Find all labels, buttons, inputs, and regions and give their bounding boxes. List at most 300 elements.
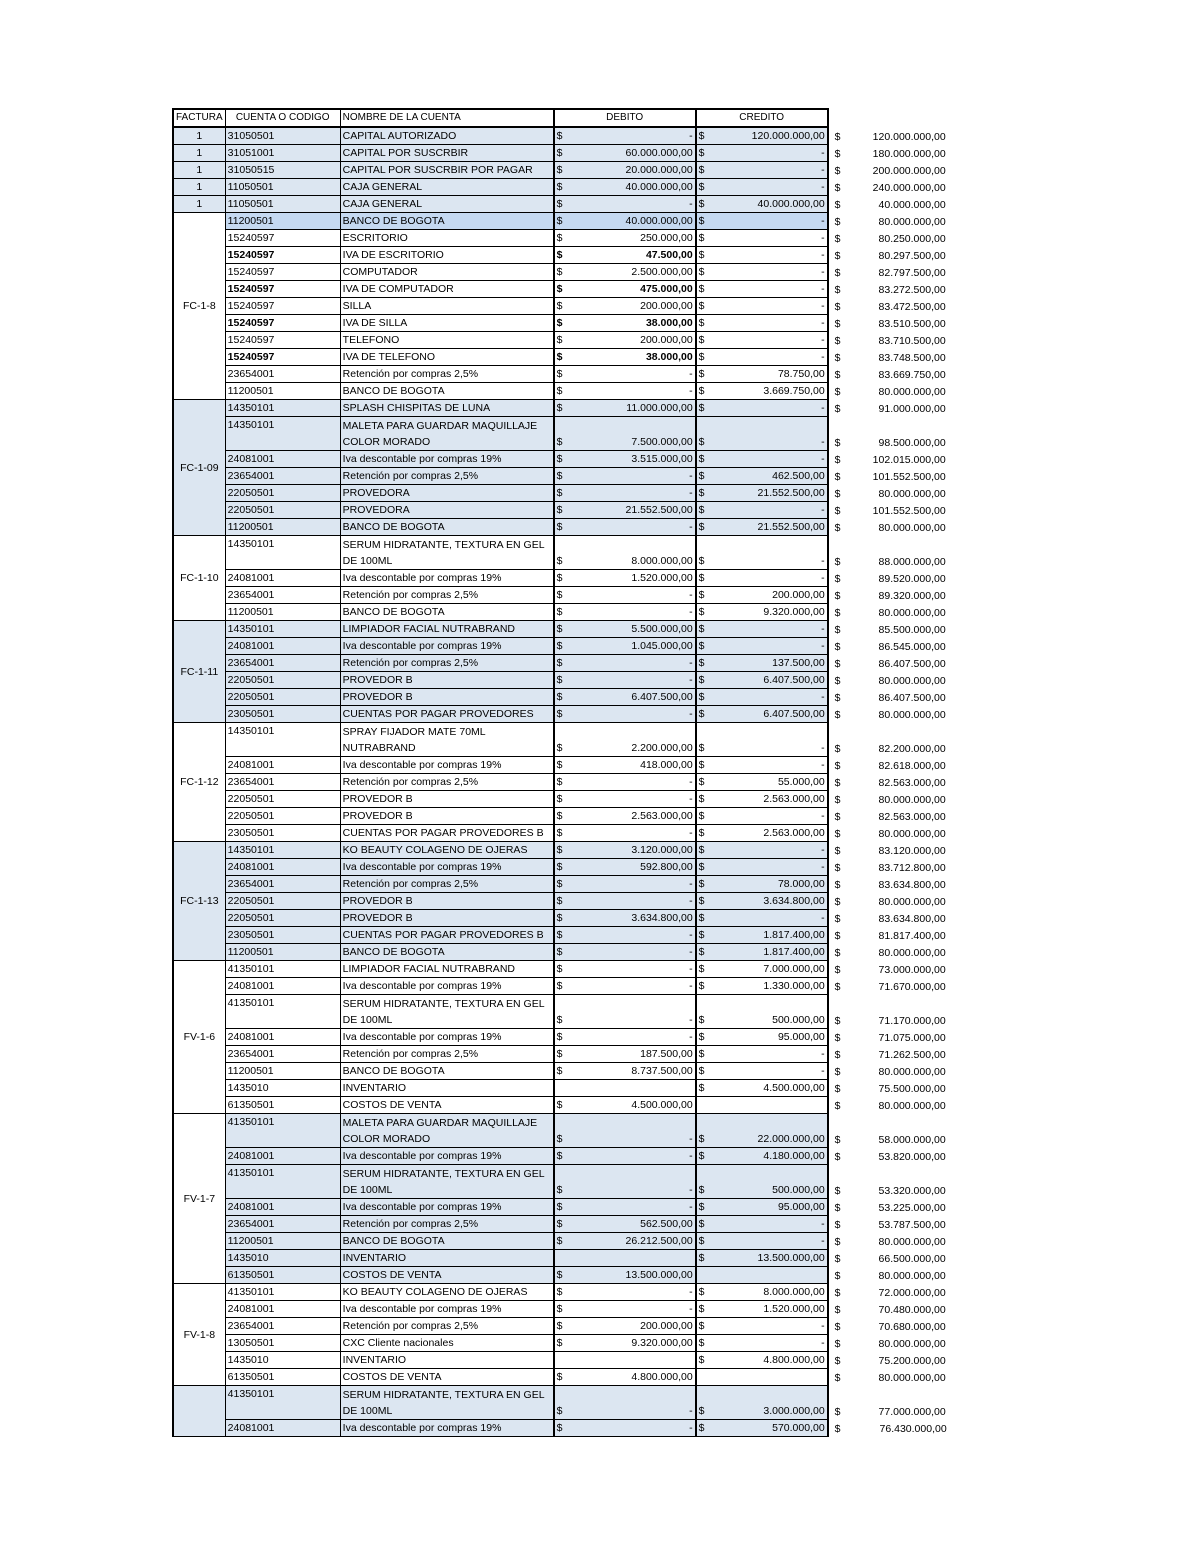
credit-cell [696, 893, 828, 910]
credit-cell [696, 1386, 828, 1420]
balance-cell [828, 604, 949, 621]
cre-amount [699, 859, 825, 875]
cre-amount [699, 944, 825, 960]
header-row [173, 109, 949, 127]
deb-amount [557, 162, 693, 178]
credit-cell [696, 417, 828, 451]
balance-value: 80.000.000,00 [878, 674, 946, 687]
deb-amount [557, 298, 693, 314]
table-row [173, 417, 949, 451]
table-row [173, 1148, 949, 1165]
credit-cell [696, 638, 828, 655]
credit-cell [696, 859, 828, 876]
account-code-cell: 41350101 [225, 1386, 340, 1420]
currency-symbol: $ [698, 249, 705, 261]
cre-value: - [821, 334, 825, 346]
table-row [173, 723, 949, 757]
currency-symbol: $ [556, 249, 563, 261]
currency-symbol: $ [834, 572, 841, 585]
currency-symbol: $ [698, 1286, 705, 1298]
table-row [173, 1267, 949, 1284]
account-name-cell: BANCO DE BOGOTA [340, 1063, 554, 1080]
currency-symbol: $ [834, 963, 841, 976]
balance-value: 53.787.500,00 [878, 1218, 946, 1231]
currency-symbol: $ [698, 759, 705, 771]
account-code-cell: 24081001 [225, 859, 340, 876]
currency-symbol: $ [834, 827, 841, 840]
balance-amount [831, 604, 946, 621]
currency-symbol: $ [556, 232, 563, 244]
cre-amount [699, 774, 825, 790]
currency-symbol: $ [698, 878, 705, 890]
balance-value: 72.000.000,00 [878, 1286, 946, 1299]
credit-cell [696, 978, 828, 995]
balance-value: 180.000.000,00 [872, 147, 946, 160]
table-row [173, 485, 949, 502]
table-row [173, 349, 949, 366]
deb-value: 38.000,00 [645, 351, 693, 363]
table-row [173, 179, 949, 196]
currency-symbol: $ [556, 793, 563, 805]
balance-amount [831, 791, 946, 808]
currency-symbol: $ [556, 1201, 563, 1213]
balance-cell [828, 587, 949, 604]
cre-amount [699, 842, 825, 858]
balance-amount [831, 859, 946, 876]
account-name-cell: SERUM HIDRATANTE, TEXTURA EN GEL DE 100ML [340, 1386, 554, 1420]
account-code-cell: 24081001 [225, 1301, 340, 1318]
table-row [173, 230, 949, 247]
currency-symbol: $ [698, 1422, 705, 1434]
balance-value: 80.000.000,00 [878, 1099, 946, 1112]
currency-symbol: $ [698, 810, 705, 822]
credit-cell [696, 485, 828, 502]
cre-amount [699, 1063, 825, 1079]
currency-symbol: $ [834, 1337, 841, 1350]
deb-amount [557, 1216, 693, 1232]
cre-amount [699, 961, 825, 977]
currency-symbol: $ [698, 181, 705, 193]
credit-cell [696, 400, 828, 417]
currency-symbol: $ [834, 232, 841, 245]
currency-symbol: $ [834, 929, 841, 942]
balance-amount [831, 961, 946, 978]
account-name-cell: PROVEDOR B [340, 672, 554, 689]
deb-value: 187.500,00 [640, 1048, 693, 1060]
currency-symbol: $ [834, 793, 841, 806]
deb-amount [557, 1046, 693, 1062]
currency-symbol: $ [834, 504, 841, 517]
balance-amount [831, 383, 946, 400]
balance-cell [828, 400, 949, 417]
deb-value: - [689, 708, 693, 720]
account-code-cell: 24081001 [225, 1029, 340, 1046]
account-name-cell: LIMPIADOR FACIAL NUTRABRAND [340, 961, 554, 978]
account-name-cell: BANCO DE BOGOTA [340, 1233, 554, 1250]
currency-symbol: $ [698, 283, 705, 295]
balance-value: 70.480.000,00 [878, 1303, 946, 1316]
cre-amount [699, 570, 825, 586]
currency-symbol: $ [834, 334, 841, 347]
deb-amount [557, 978, 693, 994]
cre-amount [699, 1029, 825, 1045]
balance-amount [831, 910, 946, 927]
table-row [173, 1097, 949, 1114]
currency-symbol: $ [556, 147, 563, 159]
balance-value: 80.000.000,00 [878, 385, 946, 398]
header-debito: DEBITO [554, 109, 696, 127]
table-row [173, 672, 949, 689]
currency-symbol: $ [556, 572, 563, 584]
deb-amount [557, 247, 693, 263]
currency-symbol: $ [698, 1082, 705, 1094]
credit-cell [696, 1029, 828, 1046]
factura-group-cell: FC-1-10 [173, 536, 225, 621]
factura-group-cell: FC-1-12 [173, 723, 225, 842]
table-row [173, 502, 949, 519]
balance-cell [828, 723, 949, 757]
credit-cell [696, 621, 828, 638]
balance-value: 81.817.400,00 [878, 929, 946, 942]
header-saldo [828, 109, 949, 127]
table-row [173, 876, 949, 893]
account-name-cell: SPRAY FIJADOR MATE 70ML NUTRABRAND [340, 723, 554, 757]
debit-cell [554, 179, 696, 196]
balance-value: 83.472.500,00 [878, 300, 946, 313]
account-code-cell: 61350501 [225, 1267, 340, 1284]
deb-value: - [689, 963, 693, 975]
account-code-cell: 24081001 [225, 570, 340, 587]
balance-cell [828, 570, 949, 587]
account-name-cell: LIMPIADOR FACIAL NUTRABRAND [340, 621, 554, 638]
balance-value: 71.170.000,00 [878, 1014, 946, 1027]
balance-value: 58.000.000,00 [878, 1133, 946, 1146]
currency-symbol: $ [698, 1048, 705, 1060]
balance-amount [831, 1029, 946, 1046]
table-row [173, 383, 949, 400]
balance-amount [831, 689, 946, 706]
account-code-cell: 11050501 [225, 196, 340, 213]
account-name-cell: Iva descontable por compras 19% [340, 570, 554, 587]
cre-value: 2.563.000,00 [763, 793, 825, 805]
balance-amount [831, 672, 946, 689]
account-name-cell: BANCO DE BOGOTA [340, 213, 554, 230]
balance-cell [828, 621, 949, 638]
deb-value: 47.500,00 [645, 249, 693, 261]
credit-cell [696, 127, 828, 145]
account-code-cell: 23654001 [225, 655, 340, 672]
balance-value: 91.000.000,00 [878, 402, 946, 415]
credit-cell [696, 1216, 828, 1233]
cre-value: 78.750,00 [777, 368, 825, 380]
balance-amount [831, 1199, 946, 1216]
balance-amount [831, 196, 946, 213]
deb-amount [557, 1165, 693, 1198]
factura-cell: 1 [173, 162, 225, 179]
deb-value: 1.520.000,00 [631, 572, 693, 584]
account-name-cell: IVA DE ESCRITORIO [340, 247, 554, 264]
balance-cell [828, 264, 949, 281]
balance-cell [828, 366, 949, 383]
credit-cell [696, 1352, 828, 1369]
account-code-cell: 11200501 [225, 604, 340, 621]
currency-symbol: $ [834, 759, 841, 772]
deb-amount [557, 893, 693, 909]
cre-amount [699, 366, 825, 382]
balance-cell [828, 468, 949, 485]
balance-amount [831, 1165, 946, 1199]
balance-value: 80.000.000,00 [878, 793, 946, 806]
deb-value: 250.000,00 [640, 232, 693, 244]
table-row [173, 145, 949, 162]
balance-amount [831, 842, 946, 859]
currency-symbol: $ [834, 1269, 841, 1282]
account-code-cell: 22050501 [225, 485, 340, 502]
balance-value: 77.000.000,00 [878, 1405, 946, 1418]
account-name-cell: SPLASH CHISPITAS DE LUNA [340, 400, 554, 417]
cre-amount [699, 196, 825, 212]
balance-value: 80.000.000,00 [878, 708, 946, 721]
table-row [173, 1386, 949, 1420]
cre-amount [699, 468, 825, 484]
debit-cell [554, 1386, 696, 1420]
balance-amount [831, 1335, 946, 1352]
cre-value: 95.000,00 [777, 1201, 825, 1213]
credit-cell [696, 791, 828, 808]
balance-cell [828, 655, 949, 672]
deb-amount [557, 706, 693, 722]
credit-cell [696, 961, 828, 978]
cre-amount [699, 213, 825, 229]
currency-symbol: $ [698, 1133, 705, 1145]
balance-value: 53.320.000,00 [878, 1184, 946, 1197]
table-row [173, 1352, 949, 1369]
table-row [173, 1063, 949, 1080]
cre-amount [699, 706, 825, 722]
account-code-cell: 23050501 [225, 706, 340, 723]
account-code-cell: 23654001 [225, 876, 340, 893]
balance-value: 80.000.000,00 [878, 521, 946, 534]
balance-cell [828, 145, 949, 162]
currency-symbol: $ [834, 810, 841, 823]
balance-cell [828, 127, 949, 145]
deb-amount [557, 485, 693, 501]
balance-cell [828, 910, 949, 927]
balance-cell [828, 842, 949, 859]
cre-value: 21.552.500,00 [757, 487, 825, 499]
account-name-cell: COMPUTADOR [340, 264, 554, 281]
debit-cell [554, 689, 696, 706]
credit-cell [696, 383, 828, 400]
balance-cell [828, 196, 949, 213]
account-name-cell: TELEFONO [340, 332, 554, 349]
account-name-cell: Iva descontable por compras 19% [340, 1420, 554, 1437]
deb-value: - [689, 895, 693, 907]
deb-value: 4.800.000,00 [631, 1371, 693, 1383]
debit-cell [554, 1029, 696, 1046]
currency-symbol: $ [698, 1031, 705, 1043]
currency-symbol: $ [556, 776, 563, 788]
balance-value: 82.618.000,00 [878, 759, 946, 772]
balance-amount [831, 638, 946, 655]
balance-value: 101.552.500,00 [872, 470, 946, 483]
credit-cell [696, 774, 828, 791]
table-row [173, 978, 949, 995]
balance-value: 98.500.000,00 [878, 436, 946, 449]
balance-cell [828, 995, 949, 1029]
debit-cell [554, 400, 696, 417]
balance-cell [828, 417, 949, 451]
cre-value: - [821, 215, 825, 227]
account-code-cell: 22050501 [225, 910, 340, 927]
deb-amount [557, 417, 693, 450]
debit-cell [554, 1369, 696, 1386]
table-row [173, 1029, 949, 1046]
cre-value: 1.520.000,00 [763, 1303, 825, 1315]
account-name-cell: CAJA GENERAL [340, 196, 554, 213]
currency-symbol: $ [556, 1286, 563, 1298]
currency-symbol: $ [698, 470, 705, 482]
ledger-table [172, 108, 950, 1437]
header-credito: CREDITO [696, 109, 828, 127]
currency-symbol: $ [698, 742, 705, 754]
currency-symbol: $ [834, 980, 841, 993]
cre-amount [699, 1301, 825, 1317]
currency-symbol: $ [834, 1048, 841, 1061]
account-code-cell: 24081001 [225, 451, 340, 468]
credit-cell [696, 196, 828, 213]
account-code-cell: 11200501 [225, 383, 340, 400]
credit-cell [696, 1199, 828, 1216]
table-row [173, 213, 949, 230]
balance-value: 102.015.000,00 [872, 453, 946, 466]
currency-symbol: $ [834, 1150, 841, 1163]
cre-value: 22.000.000,00 [757, 1133, 825, 1145]
credit-cell [696, 1318, 828, 1335]
account-name-cell: PROVEDOR B [340, 689, 554, 706]
account-name-cell: Retención por compras 2,5% [340, 876, 554, 893]
deb-amount [557, 128, 693, 144]
balance-amount [831, 264, 946, 281]
currency-symbol: $ [698, 1184, 705, 1196]
table-row [173, 944, 949, 961]
account-code-cell: 41350101 [225, 961, 340, 978]
cre-amount [699, 332, 825, 348]
currency-symbol: $ [556, 402, 563, 414]
cre-amount [699, 723, 825, 756]
balance-amount [831, 315, 946, 332]
cre-value: 1.817.400,00 [763, 946, 825, 958]
credit-cell [696, 723, 828, 757]
table-row [173, 298, 949, 315]
balance-amount [831, 978, 946, 995]
currency-symbol: $ [698, 640, 705, 652]
currency-symbol: $ [698, 929, 705, 941]
account-code-cell: 22050501 [225, 808, 340, 825]
balance-amount [831, 400, 946, 417]
balance-cell [828, 230, 949, 247]
cre-value: 1.330.000,00 [763, 980, 825, 992]
deb-value: - [689, 589, 693, 601]
currency-symbol: $ [834, 1405, 841, 1418]
deb-value: - [689, 1286, 693, 1298]
currency-symbol: $ [834, 147, 841, 160]
account-code-cell: 15240597 [225, 349, 340, 366]
balance-value: 83.669.750,00 [878, 368, 946, 381]
currency-symbol: $ [698, 368, 705, 380]
balance-cell [828, 876, 949, 893]
deb-value: - [689, 1014, 693, 1026]
balance-cell [828, 1097, 949, 1114]
currency-symbol: $ [698, 572, 705, 584]
factura-cell: 1 [173, 196, 225, 213]
cre-value: - [821, 691, 825, 703]
currency-symbol: $ [556, 1303, 563, 1315]
cre-value: 6.407.500,00 [763, 674, 825, 686]
debit-cell [554, 808, 696, 825]
currency-symbol: $ [698, 1201, 705, 1213]
account-code-cell: 15240597 [225, 230, 340, 247]
balance-amount [831, 893, 946, 910]
table-row [173, 689, 949, 706]
debit-cell [554, 1233, 696, 1250]
account-name-cell: SERUM HIDRATANTE, TEXTURA EN GEL DE 100ML [340, 1165, 554, 1199]
currency-symbol: $ [556, 623, 563, 635]
balance-value: 73.000.000,00 [878, 963, 946, 976]
account-name-cell: COSTOS DE VENTA [340, 1267, 554, 1284]
credit-cell [696, 230, 828, 247]
account-code-cell: 24081001 [225, 757, 340, 774]
account-name-cell: COSTOS DE VENTA [340, 1097, 554, 1114]
balance-value: 80.000.000,00 [878, 215, 946, 228]
deb-value: - [689, 946, 693, 958]
balance-cell [828, 672, 949, 689]
deb-amount [557, 366, 693, 382]
account-name-cell: Iva descontable por compras 19% [340, 638, 554, 655]
credit-cell [696, 570, 828, 587]
debit-cell [554, 383, 696, 400]
cre-value: 4.500.000,00 [763, 1082, 825, 1094]
cre-value: 4.800.000,00 [763, 1354, 825, 1366]
debit-cell [554, 1301, 696, 1318]
currency-symbol: $ [556, 1031, 563, 1043]
currency-symbol: $ [698, 793, 705, 805]
cre-value: - [821, 453, 825, 465]
balance-cell [828, 298, 949, 315]
cre-amount [699, 1352, 825, 1368]
debit-cell [554, 1420, 696, 1437]
balance-cell [828, 1080, 949, 1097]
cre-value: - [821, 351, 825, 363]
currency-symbol: $ [834, 674, 841, 687]
deb-amount [557, 400, 693, 416]
account-name-cell: KO BEAUTY COLAGENO DE OJERAS [340, 842, 554, 859]
account-code-cell: 31051001 [225, 145, 340, 162]
balance-amount [831, 1250, 946, 1267]
account-code-cell: 11200501 [225, 1233, 340, 1250]
currency-symbol: $ [698, 504, 705, 516]
currency-symbol: $ [698, 589, 705, 601]
currency-symbol: $ [556, 198, 563, 210]
credit-cell [696, 1165, 828, 1199]
deb-amount [557, 519, 693, 535]
debit-cell [554, 1046, 696, 1063]
deb-amount [557, 1369, 693, 1385]
account-name-cell: CAPITAL POR SUSCRBIR [340, 145, 554, 162]
currency-symbol: $ [556, 1133, 563, 1145]
debit-cell [554, 332, 696, 349]
balance-amount [831, 825, 946, 842]
